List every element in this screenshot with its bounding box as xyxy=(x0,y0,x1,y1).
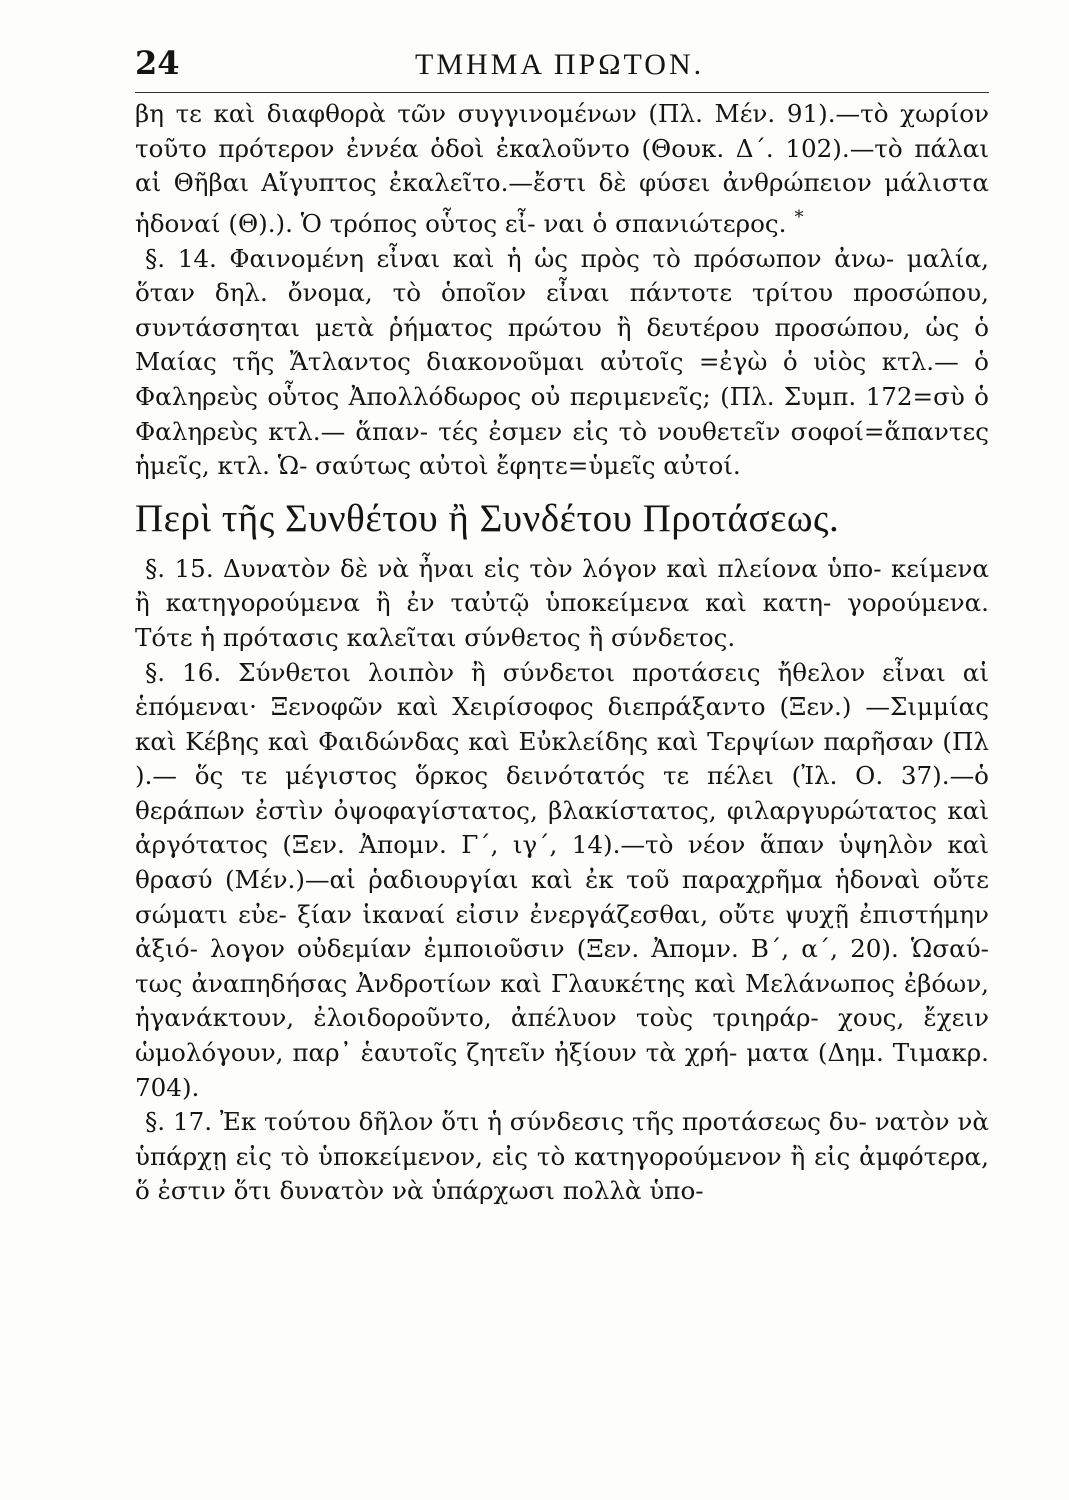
text-line: χους, ἔχειν ὡμολόγουν, παρ᾿ ἑαυτοῖς ζητεῖν ἠξίουν τὰ χρή- xyxy=(135,1003,989,1068)
text-line: φύσει ἀνθρώπειον μάλιστα ἡδοναί (Θ).). Ὁ τρόπος οὗτος εἶ- xyxy=(135,168,989,238)
text-line: τές ἐσμεν εἰς τὸ νουθετεῖν σοφοί=ἅπαντες ἡμεῖς, κτλ. Ὡ- xyxy=(135,416,989,481)
text-line: κείμενα ἢ κατηγορούμενα ἢ ἐν ταὐτῷ ὑποκείμενα καὶ κατη- xyxy=(135,553,989,618)
page-body xyxy=(135,97,989,1209)
text-line: ξίαν ἱκαναί εἰσιν ἐνεργάζεσθαι, οὔτε ψυχῇ ἐπιστήμην ἀξιό- xyxy=(135,899,989,964)
text-line: βη τε καὶ διαφθορὰ τῶν συγγινομένων (Πλ. Μέν. 91).—τὸ xyxy=(135,99,889,128)
text-line: §. 15. Δυνατὸν δὲ νὰ ἦναι εἰς τὸν λόγον καὶ πλείονα ὑπο- xyxy=(145,553,882,583)
paragraph-section-15 xyxy=(135,552,989,656)
text-line: ἢ εἰς ἀμφότερα, ὅ ἐστιν ὅτι δυνατὸν νὰ ὑπάρχωσι πολλὰ ὑπο- xyxy=(135,1141,989,1206)
text-line: γορούμενα. Τότε ἡ πρότασις καλεῖται σύνθετος ἢ σύνδετος. xyxy=(135,588,989,652)
footnote-mark: * xyxy=(794,206,804,228)
text-line: ματα (Δημ. Τιμακρ. 704). xyxy=(135,1038,989,1102)
section-heading: Περὶ τῆς Συνθέτου ἢ Συνδέτου Προτάσεως. xyxy=(135,496,840,540)
text-line: προσώπου, ὡς ὁ Μαίας τῆς Ἄτλαντος διακονοῦμαι αὐτοῖς xyxy=(135,312,990,377)
text-line: βλακίστατος, φιλαργυρώτατος καὶ ἀργότατος (Ξεν. Ἀπομν. xyxy=(135,795,989,860)
text-line: Τερψίων παρῆσαν (Πλ ).— ὅς τε μέγιστος ὅρκος δεινότατός xyxy=(135,726,989,791)
text-line: λογον οὐδεμίαν ἐμποιοῦσιν (Ξεν. Ἀπομν. Β΄, α΄, 20). Ὡσαύ- xyxy=(210,934,989,964)
text-line: μαλία, ὅταν δηλ. ὄνομα, τὸ ὁποῖον εἶναι πάντοτε τρίτου xyxy=(135,243,989,308)
text-line: αἱ ἑπόμεναι· Ξενοφῶν καὶ Χειρίσοφος διεπράξαντο (Ξεν.) xyxy=(135,657,989,722)
text-line: §. 17. Ἐκ τούτου δῆλον ὅτι ἡ σύνδεσις τῆς προτάσεως δυ- xyxy=(145,1107,867,1137)
text-line: ῥαδιουργίαι καὶ ἐκ τοῦ παραχρῆμα ἡδοναὶ οὔτε σώματι εὐε- xyxy=(135,865,989,929)
text-line: ἐβόων, ἠγανάκτουν, ἐλοιδοροῦντο, ἀπέλυον τοὺς τριηράρ- xyxy=(135,968,989,1033)
page-header xyxy=(135,30,989,93)
paragraph-section-16 xyxy=(135,656,989,1106)
running-title: ΤΜΗΜΑ ΠΡΩΤΟΝ. xyxy=(415,48,705,81)
text-line: νατὸν νὰ ὑπάρχῃ εἰς τὸ ὑποκείμενον, εἰς τὸ κατηγορούμενον xyxy=(135,1107,989,1171)
text-line: =ἐγὼ ὁ υἱὸς κτλ.— ὁ Φαληρεὺς οὗτος Ἀπολλόδωρος οὐ xyxy=(135,347,989,411)
text-line: τε πέλει (Ἰλ. Ο. 37).—ὁ θεράπων ἐστὶν ὀψοφαγίστατος, xyxy=(135,761,989,825)
text-line: περιμενεῖς; (Πλ. Συμπ. 172=σὺ ὁ Φαληρεὺς κτλ.— ἅπαν- xyxy=(135,381,989,446)
paragraph-continuation xyxy=(135,97,989,242)
text-line: σαύτως αὐτοὶ ἔφητε=ὑμεῖς αὐτοί. xyxy=(315,451,741,481)
text-line: §. 14. Φαινομένη εἶναι καὶ ἡ ὡς πρὸς τὸ πρόσωπον ἀνω- xyxy=(145,243,895,273)
text-line: 102).—τὸ πάλαι αἱ Θῆβαι Αἴγυπτος ἐκαλεῖτο.—ἔστι δὲ xyxy=(135,133,989,198)
text-line: ναι ὁ σπανιώτερος. xyxy=(543,208,787,238)
text-line: §. 16. Σύνθετοι λοιπὸν ἢ σύνδετοι προτάσεις ἤθελον εἶναι xyxy=(145,657,946,687)
text-line: τως ἀναπηδήσας Ἀνδροτίων καὶ Γλαυκέτης καὶ Μελάνωπος xyxy=(135,968,895,998)
text-line: χωρίον τοῦτο πρότερον ἐννέα ὁδοὶ ἐκαλοῦντο (Θουκ. Δ΄. xyxy=(135,99,989,163)
text-line: προσώπου, συντάσσηται μετὰ ῥήματος πρώτου ἢ δευτέρου xyxy=(135,278,989,342)
paragraph-section-14 xyxy=(135,242,989,484)
text-line: Γ΄, ιγ΄, 14).—τὸ νέον ἅπαν ὑψηλὸν καὶ θρασύ (Μέν.)—αἱ xyxy=(135,830,989,895)
paragraph-section-17 xyxy=(135,1105,989,1209)
page-number: 24 xyxy=(135,44,180,82)
text-line: —Σιμμίας καὶ Κέβης καὶ Φαιδώνδας καὶ Εὐκλείδης καὶ xyxy=(135,692,989,756)
